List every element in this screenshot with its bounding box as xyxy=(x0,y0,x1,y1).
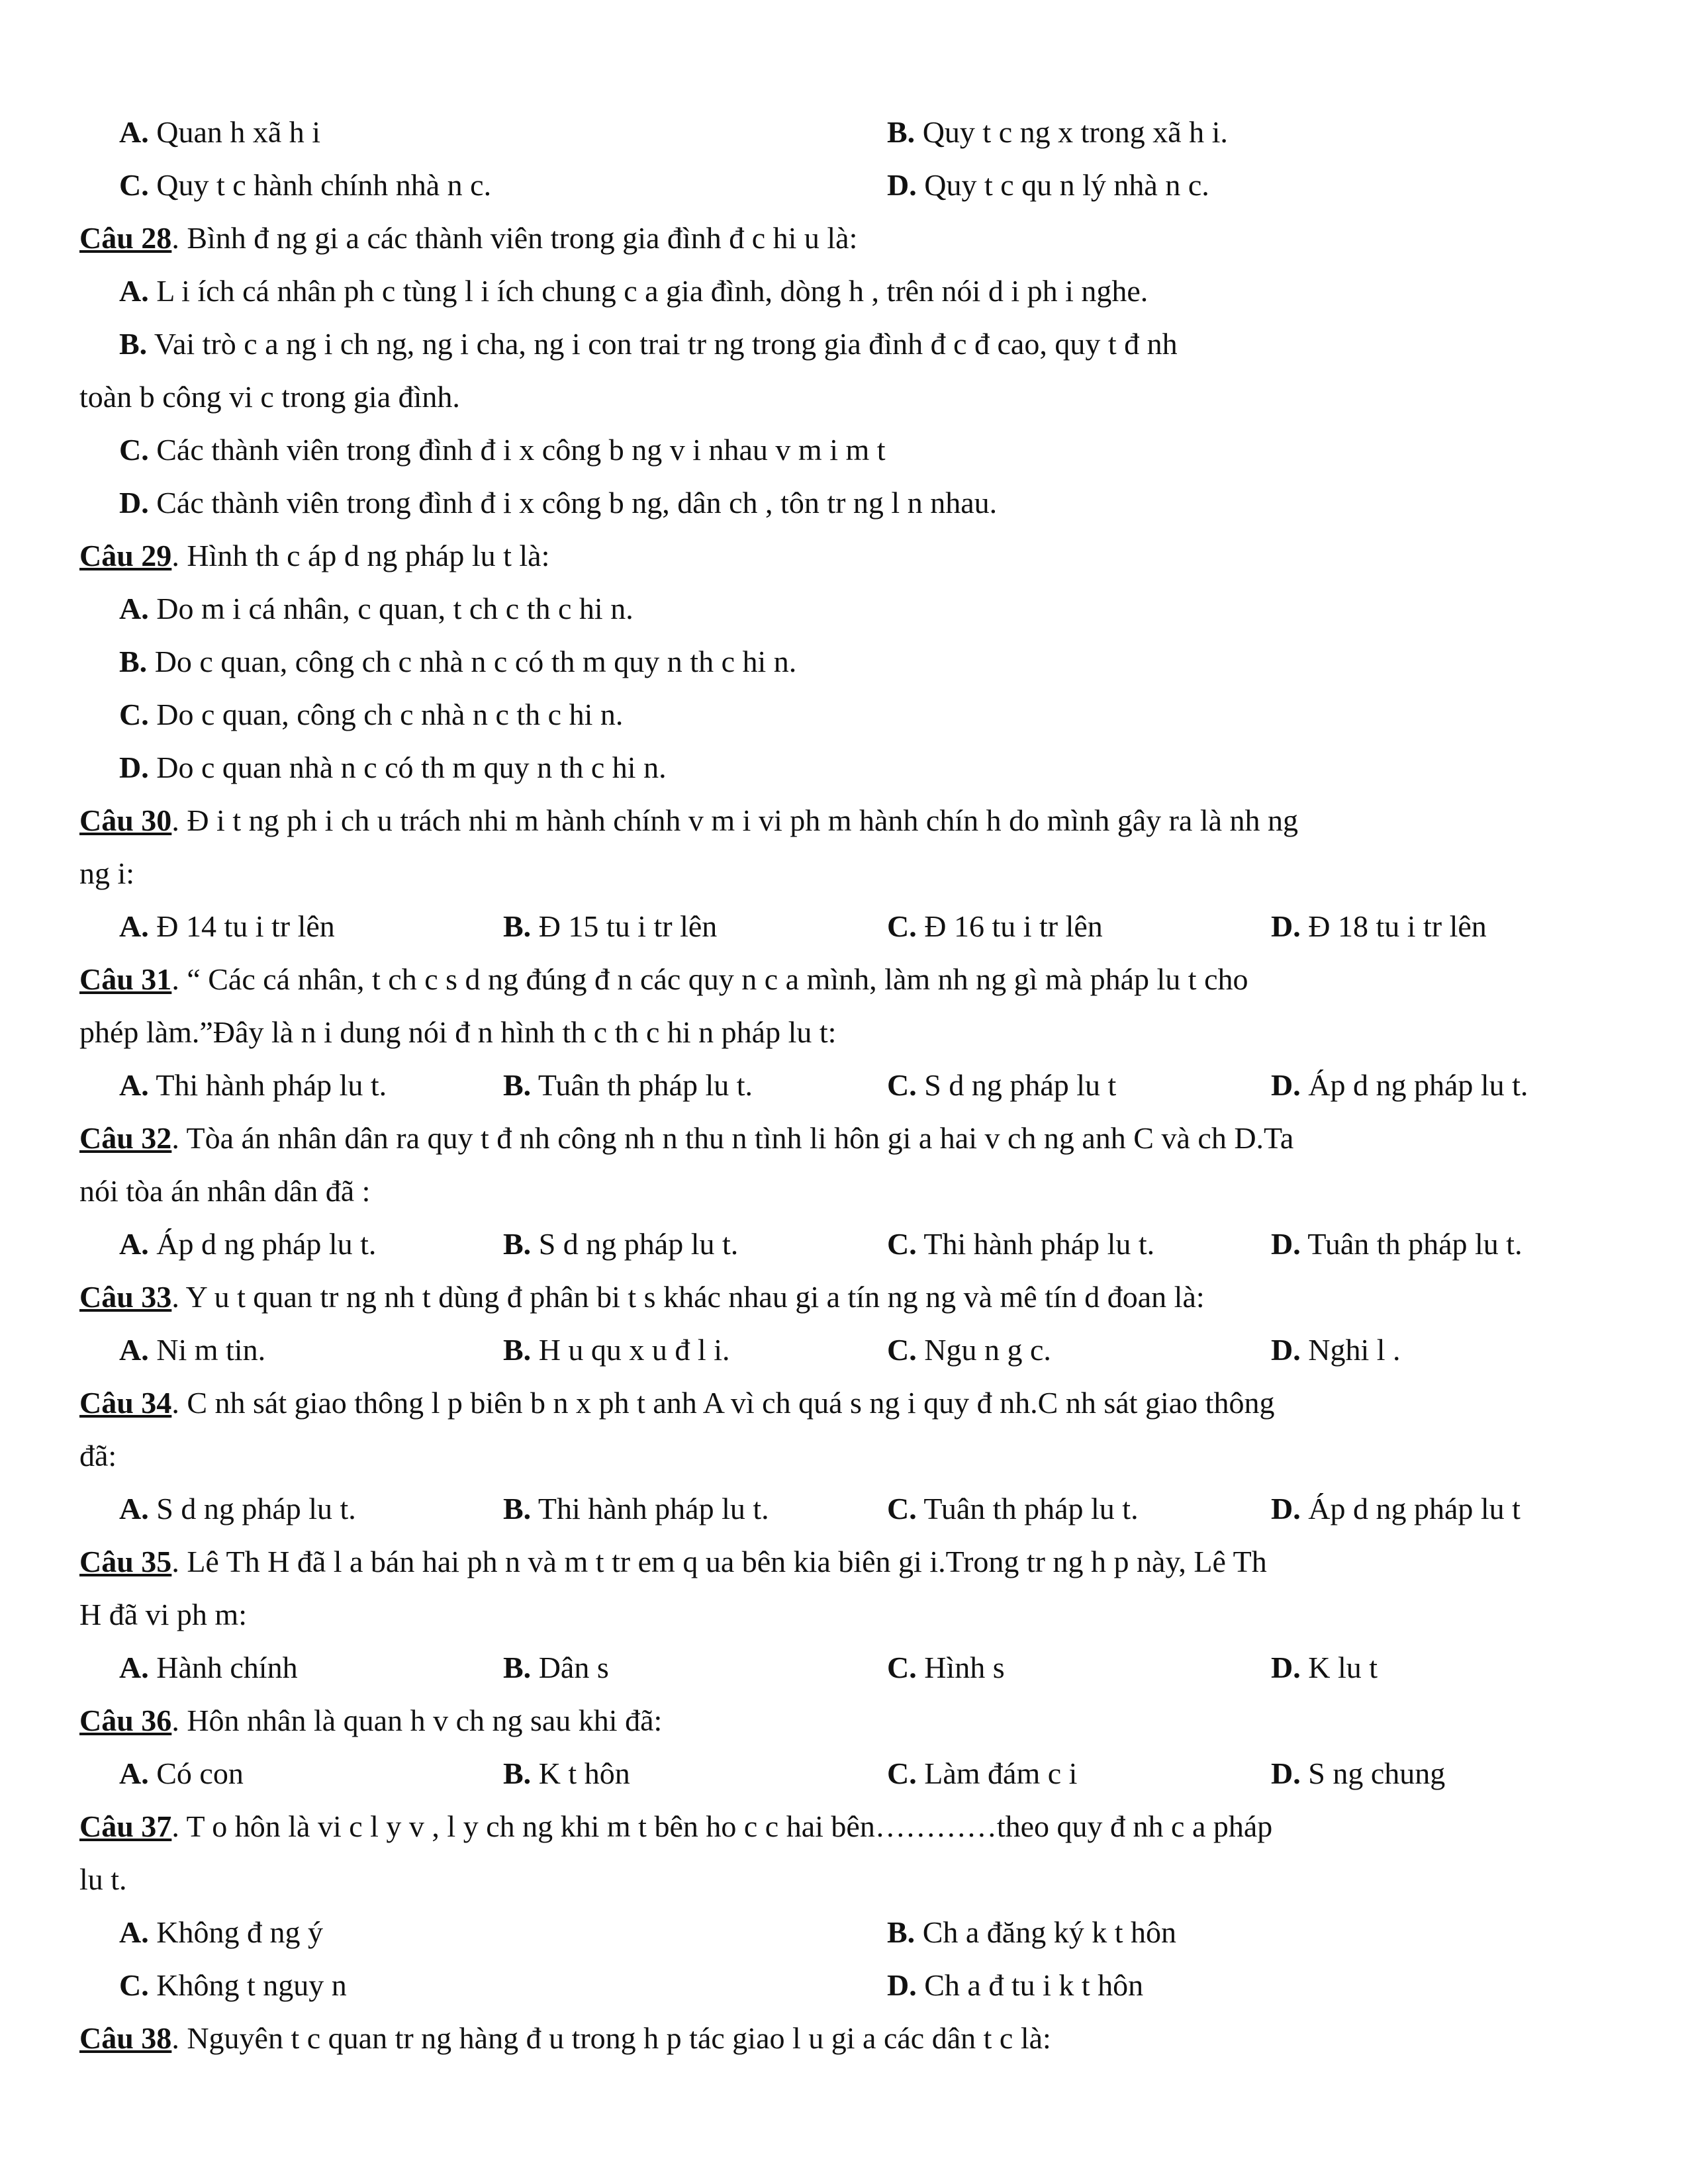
q34-option-a: A. S d ng pháp lu t. xyxy=(119,1492,356,1525)
q33-option-b: B. H u qu x u đ l i. xyxy=(503,1333,730,1367)
q30-options xyxy=(79,900,1609,953)
q37-options xyxy=(79,1906,1609,2012)
q28-stem: Câu 28. Bình đ ng gi a các thành viên trong gia đình đ c hi u là: xyxy=(79,221,858,255)
q35-stem-cont: H đã vi ph m: xyxy=(79,1598,247,1631)
q37-option-c: C. Không t nguy n xyxy=(119,1968,347,2002)
q37-option-d: D. Ch a đ tu i k t hôn xyxy=(887,1968,1144,2002)
q32-options xyxy=(79,1218,1609,1271)
q35-option-d: D. K lu t xyxy=(1271,1651,1378,1684)
q31-options xyxy=(79,1059,1609,1112)
q27-options xyxy=(79,106,1609,212)
q27-option-c: C. Quy t c hành chính nhà n c. xyxy=(119,168,492,202)
q30-stem-cont: ng i: xyxy=(79,856,135,890)
q32-option-d: D. Tuân th pháp lu t. xyxy=(1271,1227,1523,1261)
q27-option-d: D. Quy t c qu n lý nhà n c. xyxy=(887,168,1209,202)
q31-stem: Câu 31. “ Các cá nhân, t ch c s d ng đúng đ n các quy n c a mình, làm nh ng gì mà pháp lu t cho xyxy=(79,962,1248,996)
q32-stem: Câu 32. Tòa án nhân dân ra quy t đ nh công nh n thu n tình li hôn gi a hai v ch ng anh C và ch D.Ta xyxy=(79,1121,1294,1155)
q37-stem: Câu 37. T o hôn là vi c l y v , l y ch ng khi m t bên ho c c hai bên…………theo quy đ nh c a pháp xyxy=(79,1809,1273,1843)
q29-option-b: B. Do c quan, công ch c nhà n c có th m quy n th c hi n. xyxy=(119,645,797,678)
q29-option-d: D. Do c quan nhà n c có th m quy n th c hi n. xyxy=(119,751,667,784)
q37-option-b: B. Ch a đăng ký k t hôn xyxy=(887,1915,1176,1949)
q33-option-d: D. Nghi l . xyxy=(1271,1333,1401,1367)
q31-option-a: A. Thi hành pháp lu t. xyxy=(119,1068,387,1102)
q37-option-a: A. Không đ ng ý xyxy=(119,1915,323,1949)
q30-option-c: C. Đ 16 tu i tr lên xyxy=(887,909,1103,943)
q38-stem: Câu 38. Nguyên t c quan tr ng hàng đ u trong h p tác giao l u gi a các dân t c là: xyxy=(79,2021,1051,2055)
q27-option-a: A. Quan h xã h i xyxy=(119,115,321,149)
q30-option-a: A. Đ 14 tu i tr lên xyxy=(119,909,335,943)
q31-option-d: D. Áp d ng pháp lu t. xyxy=(1271,1068,1528,1102)
q33-stem: Câu 33. Y u t quan tr ng nh t dùng đ phân bi t s khác nhau gi a tín ng ng và mê tín d đoan là: xyxy=(79,1280,1205,1314)
q29-option-a: A. Do m i cá nhân, c quan, t ch c th c hi n. xyxy=(119,592,633,625)
q35-options xyxy=(79,1641,1609,1694)
q34-options xyxy=(79,1482,1609,1535)
q35-option-c: C. Hình s xyxy=(887,1651,1005,1684)
q37-stem-cont: lu t. xyxy=(79,1862,127,1896)
q36-stem: Câu 36. Hôn nhân là quan h v ch ng sau khi đã: xyxy=(79,1704,663,1737)
q28-option-b-cont: toàn b công vi c trong gia đình. xyxy=(79,380,460,414)
q30-option-d: D. Đ 18 tu i tr lên xyxy=(1271,909,1487,943)
q33-options xyxy=(79,1324,1609,1377)
q31-option-c: C. S d ng pháp lu t xyxy=(887,1068,1117,1102)
q33-option-c: C. Ngu n g c. xyxy=(887,1333,1051,1367)
q30-stem: Câu 30. Đ i t ng ph i ch u trách nhi m hành chính v m i vi ph m hành chín h do mình gây ra là nh ng xyxy=(79,803,1299,837)
q32-stem-cont: nói tòa án nhân dân đã : xyxy=(79,1174,371,1208)
q34-option-b: B. Thi hành pháp lu t. xyxy=(503,1492,769,1525)
q36-option-d: D. S ng chung xyxy=(1271,1756,1446,1790)
q30-option-b: B. Đ 15 tu i tr lên xyxy=(503,909,718,943)
q34-option-d: D. Áp d ng pháp lu t xyxy=(1271,1492,1521,1525)
q29-option-c: C. Do c quan, công ch c nhà n c th c hi n. xyxy=(119,698,624,731)
q32-option-b: B. S d ng pháp lu t. xyxy=(503,1227,739,1261)
q36-option-a: A. Có con xyxy=(119,1756,244,1790)
q34-stem: Câu 34. C nh sát giao thông l p biên b n x ph t anh A vì ch quá s ng i quy đ nh.C nh sát giao thông xyxy=(79,1386,1275,1420)
q35-option-b: B. Dân s xyxy=(503,1651,609,1684)
q28-option-d: D. Các thành viên trong đình đ i x công b ng, dân ch , tôn tr ng l n nhau. xyxy=(119,486,998,520)
q32-option-c: C. Thi hành pháp lu t. xyxy=(887,1227,1155,1261)
q34-stem-cont: đã: xyxy=(79,1439,117,1473)
q33-option-a: A. Ni m tin. xyxy=(119,1333,266,1367)
q36-option-b: B. K t hôn xyxy=(503,1756,630,1790)
q31-stem-cont: phép làm.”Đây là n i dung nói đ n hình th c th c hi n pháp lu t: xyxy=(79,1015,837,1049)
q29-stem: Câu 29. Hình th c áp d ng pháp lu t là: xyxy=(79,539,550,572)
q36-options xyxy=(79,1747,1609,1800)
q28-option-c: C. Các thành viên trong đình đ i x công b ng v i nhau v m i m t xyxy=(119,433,886,467)
q36-option-c: C. Làm đám c i xyxy=(887,1756,1078,1790)
q35-stem: Câu 35. Lê Th H đã l a bán hai ph n và m t tr em q ua bên kia biên gi i.Trong tr ng h p này, Lê Th xyxy=(79,1545,1267,1578)
q28-option-b: B. Vai trò c a ng i ch ng, ng i cha, ng i con trai tr ng trong gia đình đ c đ cao, quy t đ nh xyxy=(119,327,1178,361)
q27-option-b: B. Quy t c ng x trong xã h i. xyxy=(887,115,1228,149)
q32-option-a: A. Áp d ng pháp lu t. xyxy=(119,1227,377,1261)
q28-option-a: A. L i ích cá nhân ph c tùng l i ích chung c a gia đình, dòng h , trên nói d i ph i nghe. xyxy=(119,274,1149,308)
q35-option-a: A. Hành chính xyxy=(119,1651,298,1684)
q31-option-b: B. Tuân th pháp lu t. xyxy=(503,1068,753,1102)
q34-option-c: C. Tuân th pháp lu t. xyxy=(887,1492,1139,1525)
